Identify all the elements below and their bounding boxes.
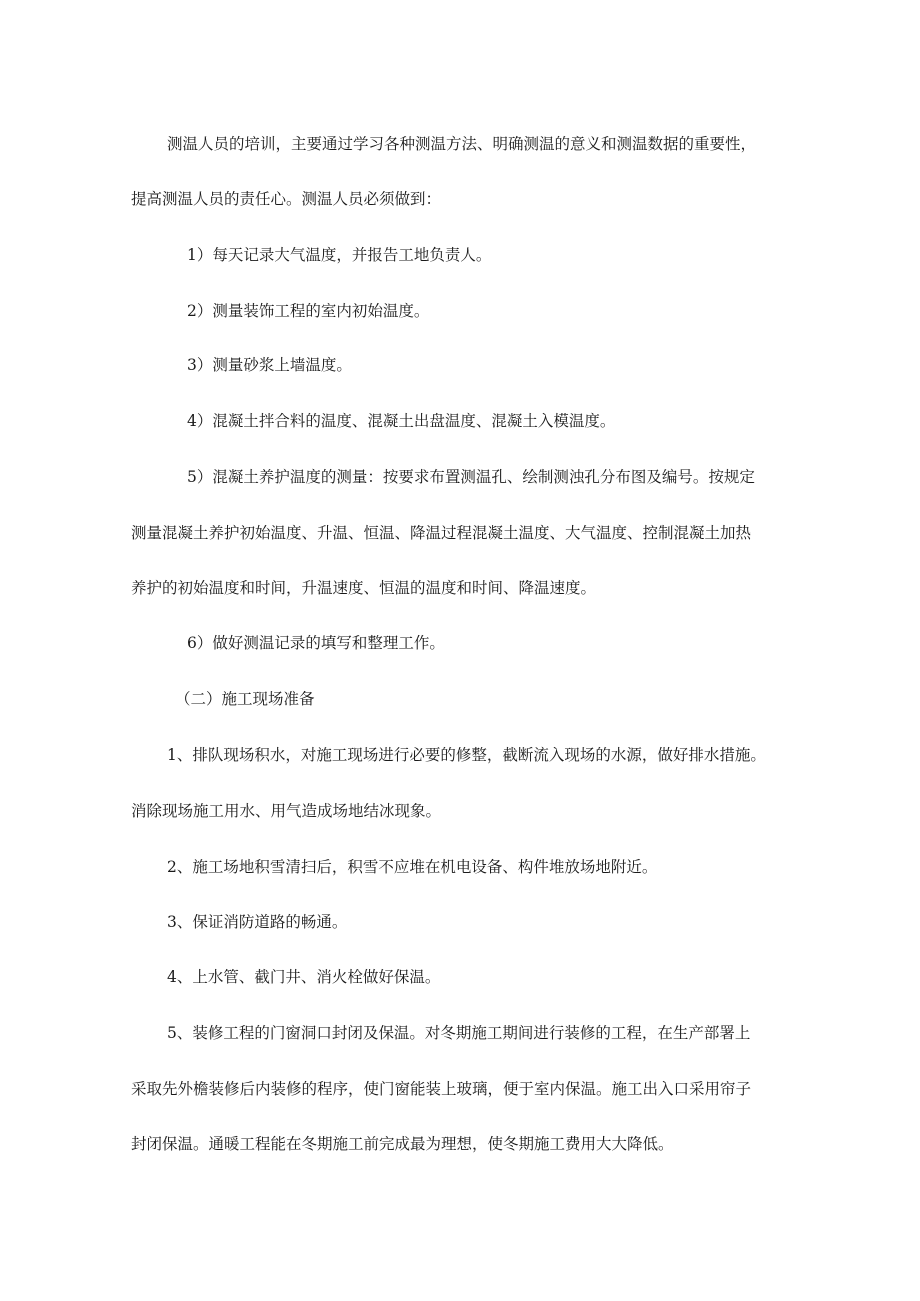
paragraph-line: 测量混凝土养护初始温度、升温、恒温、降温过程混凝土温度、大气温度、控制混凝土加热 (131, 524, 752, 542)
list-item: 3、保证消防道路的畅通。 (167, 913, 348, 931)
paragraph-line: 养护的初始温度和时间，升温速度、恒温的温度和时间、降温速度。 (131, 579, 597, 597)
list-item: 3）测量砂浆上墙温度。 (187, 356, 352, 374)
list-item: 2、施工场地积雪清扫后，积雪不应堆在机电设备、构件堆放场地附近。 (167, 858, 658, 876)
list-item: 1）每天记录大气温度，并报告工地负责人。 (187, 246, 492, 264)
list-item: 4）混凝土拌合料的温度、混凝土出盘温度、混凝土入模温度。 (187, 412, 616, 430)
list-item: 6）做好测温记录的填写和整理工作。 (187, 634, 445, 652)
section-heading: （二）施工现场准备 (175, 690, 315, 708)
list-item: 5）混凝土养护温度的测量：按要求布置测温孔、绘制测浊孔分布图及编号。按规定 (187, 468, 755, 486)
list-item: 4、上水管、截门井、消火栓做好保温。 (167, 968, 441, 986)
paragraph-line: 提高测温人员的责任心。测温人员必须做到： (131, 190, 442, 208)
list-item: 2）测量装饰工程的室内初始温度。 (187, 302, 430, 320)
paragraph-line: 封闭保温。通暖工程能在冬期施工前完成最为理想，使冬期施工费用大大降低。 (131, 1135, 674, 1153)
paragraph-line: 采取先外檐装修后内装修的程序，使门窗能装上玻璃，便于室内保温。施工出入口采用帘子 (131, 1080, 752, 1098)
paragraph-line: 测温人员的培训，主要通过学习各种测温方法、明确测温的意义和测温数据的重要性， (167, 135, 757, 153)
list-item: 1、排队现场积水，对施工现场进行必要的修整，截断流入现场的水源，做好排水措施。 (167, 746, 766, 764)
paragraph-line: 消除现场施工用水、用气造成场地结冰现象。 (131, 802, 442, 820)
list-item: 5、装修工程的门窗洞口封闭及保温。对冬期施工期间进行装修的工程，在生产部署上 (167, 1024, 751, 1042)
